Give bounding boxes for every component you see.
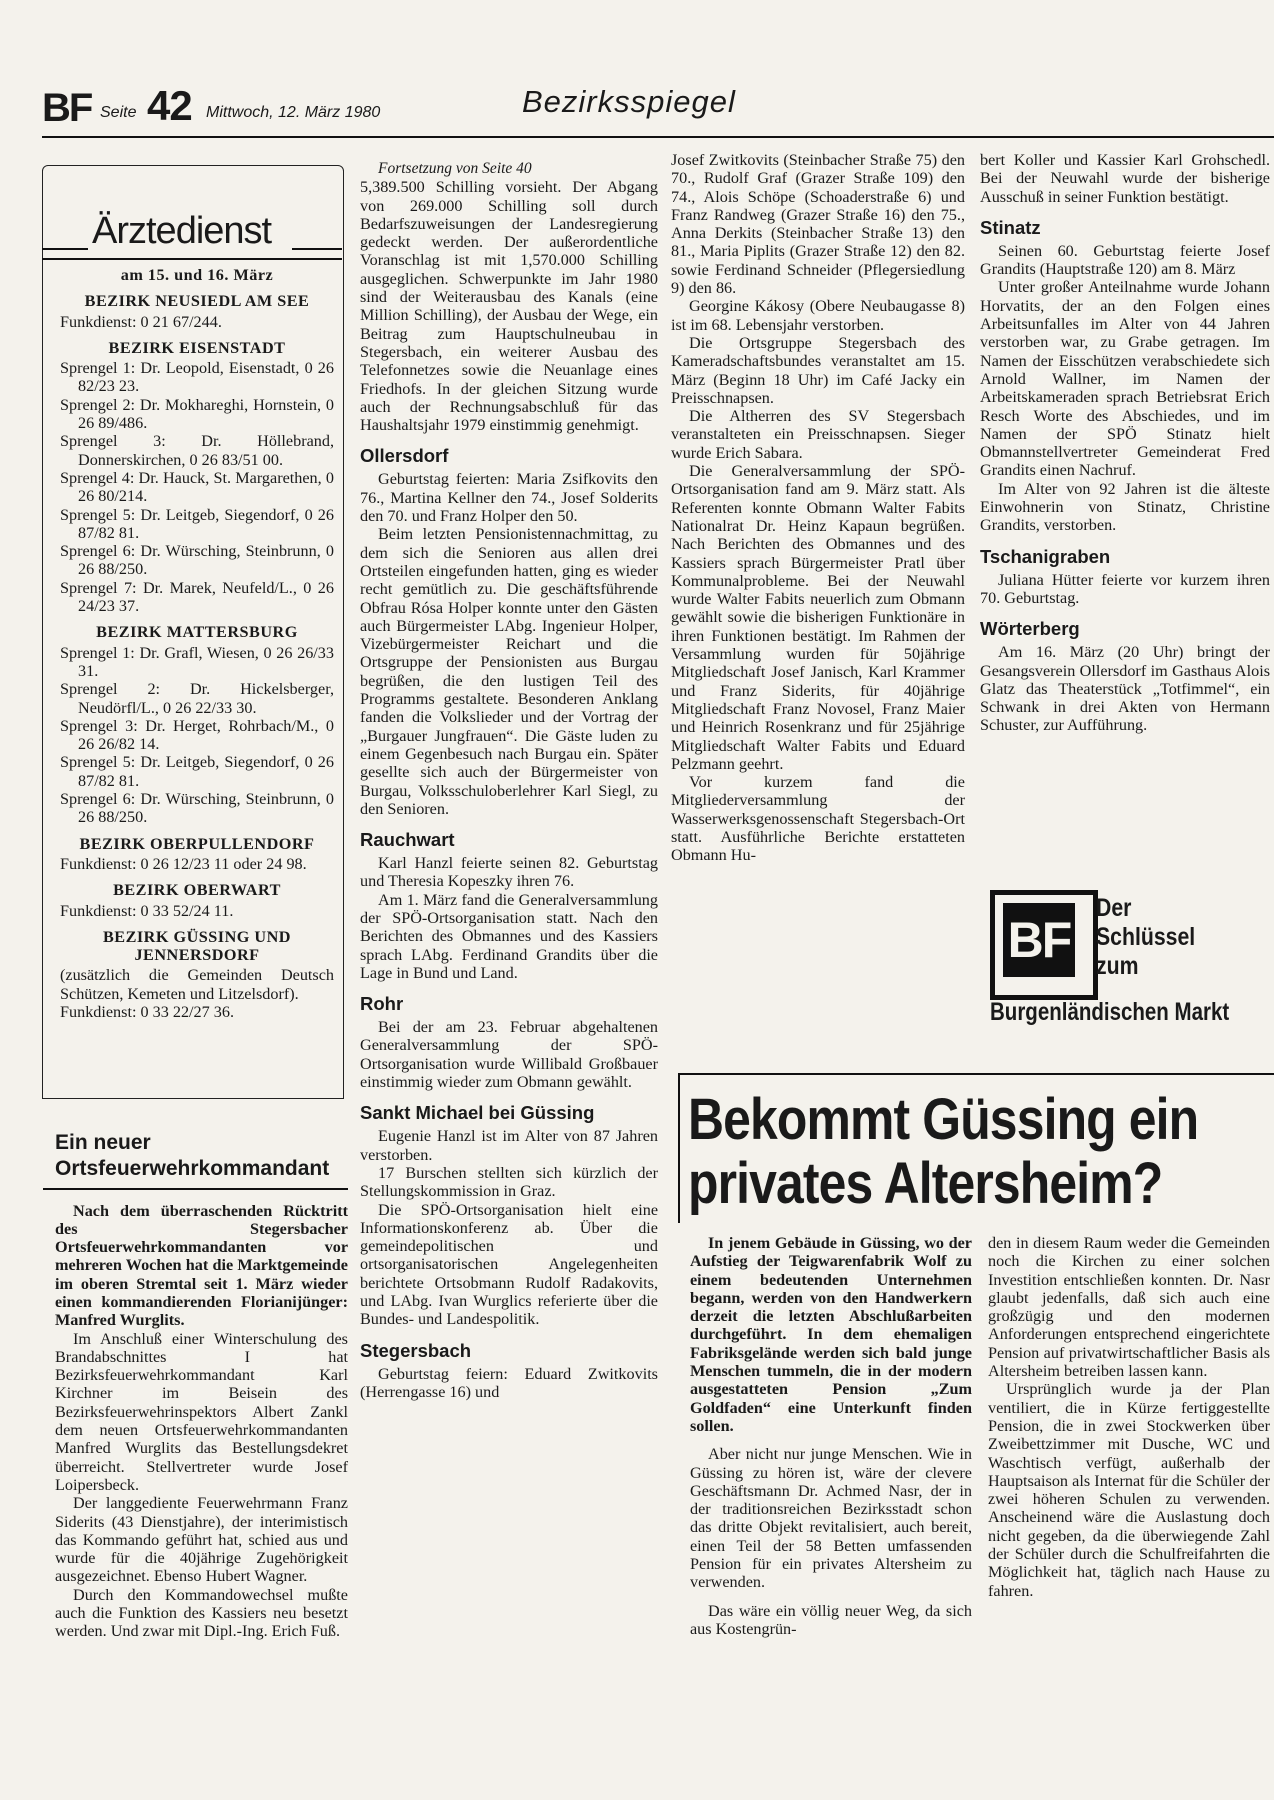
headline-line: privates Altersheim? bbox=[688, 1151, 1163, 1216]
paragraph: Eugenie Hanzl ist im Alter von 87 Jahren verstorben. bbox=[360, 1127, 658, 1164]
bf-advertisement bbox=[990, 890, 1274, 1040]
place-heading: Ollersdorf bbox=[360, 445, 449, 467]
bezirk-heading: BEZIRK MATTERSBURG bbox=[96, 623, 298, 642]
bezirk-heading: BEZIRK OBERWART bbox=[113, 881, 281, 900]
sprengel-entry: Sprengel 5: Dr. Leitgeb, Siegendorf, 0 26 87/82 81. bbox=[60, 753, 334, 790]
page-number: 42 bbox=[147, 82, 192, 129]
article-frame-left bbox=[678, 1073, 680, 1223]
aerzte-title-underline bbox=[42, 258, 342, 260]
headline-rule bbox=[43, 1188, 348, 1190]
sprengel-entry: Sprengel 3: Dr. Höllebrand, Donnerskirchen, 0 26 83/51 00. bbox=[60, 432, 334, 469]
paragraph: Georgine Kákosy (Obere Neubaugasse 8) ist im 68. Lebensjahr verstorben. bbox=[671, 297, 965, 334]
ad-line: zum bbox=[1096, 952, 1139, 980]
altersheim-col-2 bbox=[988, 1234, 1270, 1600]
paragraph: Die Ortsgruppe Stegersbach des Kameradschaftsbundes veranstaltet am 15. März (Beginn 18 Uhr) im Café Jacky ein Preisschnapsen. bbox=[671, 333, 965, 407]
paragraph: Unter großer Anteilnahme wurde Johann Horvatits, der an den Folgen eines Arbeitsunfalles im Alter von 44 Jahren verstorben war, zu Grabe getragen. Im Namen der Eisschützen verabschiedete sich Arnold Wallner, im Namen der Arbeitskameraden sprach Betriebsrat Erich Resch Worte des Abschiedes, und im Namen der SPÖ Stinatz hielt Obmannstellvertreter Gemeinderat Fred Grandits einen Nachruf. bbox=[980, 278, 1270, 480]
aerzte-title-rule-left bbox=[42, 248, 88, 250]
paragraph: Die Generalversammlung der SPÖ-Ortsorganisation fand am 9. März statt. Als Referenten konnte Obmann Walter Fabits Nationalrat Dr. Heinz Kapaun begrüßen. Nach Berichten des Obmannes und des Kassiers sprach Bürgermeister Pratl über Kommunalprobleme. Bei der Neuwahl wurde Walter Fabits neuerlich zum Obmann gewählt sowie die bisherigen Funktionäre in ihren Funktionen bestätigt. Im Rahmen der Versammlung wurden für 50jährige Mitgliedschaft Josef Janisch, Karl Krammer und Franz Siderits, für 40jährige Mitgliedschaft Franz Novosel, Franz Maier und Heinrich Rosenkranz und für 25jährige Mitgliedschaft Walter Fabits und Eduard Pelzmann geehrt. bbox=[671, 462, 965, 773]
aerztedienst-title: Ärztedienst bbox=[92, 210, 272, 252]
place-heading: Stegersbach bbox=[360, 1339, 472, 1361]
masthead-logo: BF bbox=[42, 86, 92, 130]
aerzte-title-rule-right bbox=[292, 248, 342, 250]
sprengel-entry: Sprengel 1: Dr. Leopold, Eisenstadt, 0 26 82/23 23. bbox=[60, 359, 334, 396]
paragraph: Der langgediente Feuerwehrmann Franz Siderits (43 Dienstjahre), der interimistisch das Kommando geführt hat, schied aus und wurde für die 40jährige Zugehörigkeit ausgezeichnet. Ebenso Hubert Wagner. bbox=[55, 1494, 348, 1586]
feuerwehr-headline: Ein neuer Ortsfeuerwehrkommandant bbox=[55, 1131, 330, 1180]
article-frame-top bbox=[678, 1073, 1274, 1075]
paragraph: den in diesem Raum weder die Gemeinden noch die Kirchen zu einer solchen Investition entschließen konnten. Dr. Nasr glaubt jedenfalls, daß sich auch eine großzügig und den modernen Anforderungen entsprechend eingerichtete Pension auf privatwirtschaftlicher Basis als Altersheim betreiben lassen kann. bbox=[988, 1234, 1270, 1381]
bezirk-heading: BEZIRK GÜSSING UND JENNERSDORF bbox=[102, 927, 291, 965]
funkdienst-entry: Funkdienst: 0 33 52/24 11. bbox=[60, 901, 234, 920]
continuation-note: Fortsetzung von Seite 40 bbox=[378, 160, 532, 177]
paragraph: Bei der am 23. Februar abgehaltenen Generalversammlung der SPÖ-Ortsorganisation wurde Willibald Großbauer einstimmig wieder zum Obmann gewählt. bbox=[360, 1018, 658, 1092]
issue-date: Mittwoch, 12. März 1980 bbox=[206, 104, 381, 121]
paragraph: 5,389.500 Schilling vorsieht. Der Abgang von 269.000 Schilling soll durch Bedarfszuweisungen der Landesregierung gedeckt werden. Der außerordentliche Voranschlag ist mit 1,570.000 Schilling ausgeglichen. Schwerpunkte im Jahr 1980 sind der Weiterausbau des Kanals (eine Million Schilling), der Ausbau der Wege, ein Beitrag zum Hauptschulneubau in Stegersbach, ein weiterer Ausbau des Telefonnetzes sowie die Neuanlage eines Friedhofs. In der gleichen Sitzung wurde auch der Rechnungsabschluß für das Haushaltsjahr 1979 einstimmig genehmigt. bbox=[360, 178, 658, 435]
funkdienst-entry: Funkdienst: 0 33 22/27 36. bbox=[60, 1002, 235, 1021]
sprengel-entry: Sprengel 7: Dr. Marek, Neufeld/L., 0 26 24/23 37. bbox=[60, 578, 334, 616]
sprengel-entry: Sprengel 2: Dr. Hickelsberger, Neudörfl/L., 0 26 22/33 30. bbox=[60, 680, 334, 717]
paragraph: Vor kurzem fand die Mitgliederversammlung der Wasserwerksgenossenschaft Stegersbach-Ort statt. Ausführliche Berichte erstatteten Obmann Hu- bbox=[671, 773, 965, 865]
place-heading: Wörterberg bbox=[980, 618, 1080, 640]
feuerwehr-article bbox=[55, 1130, 348, 1641]
paragraph: Geburtstag feiern: Eduard Zwitkovits (Herrengasse 16) und bbox=[360, 1364, 658, 1401]
feuerwehr-lead: Nach dem überraschenden Rücktritt des Stegersbacher Ortsfeuerwehrkommandanten vor mehreren Wochen hat die Marktgemeinde im oberen Stremtal seit 1. März wieder einen kommandierenden Florianijünger: Manfred Wurglits. bbox=[55, 1201, 348, 1330]
place-heading: Rohr bbox=[360, 993, 404, 1015]
paragraph: Karl Hanzl feierte seinen 82. Geburtstag und Theresia Kopeszky ihren 76. bbox=[360, 854, 658, 891]
paragraph: Die Altherren des SV Stegersbach veranstalteten ein Preisschnapsen. Sieger wurde Erich Sabara. bbox=[671, 407, 965, 462]
column-4 bbox=[980, 151, 1270, 735]
column-3 bbox=[671, 151, 965, 865]
bezirk-heading: BEZIRK OBERPULLENDORF bbox=[79, 834, 315, 853]
altersheim-col-1 bbox=[690, 1234, 972, 1638]
sprengel-entry: Sprengel 1: Dr. Grafl, Wiesen, 0 26 26/33 31. bbox=[60, 643, 334, 680]
ad-line: Der bbox=[1096, 894, 1132, 922]
gemeinden-note: (zusätzlich die Gemeinden Deutsch Schützen, Kemeten und Litzelsdorf). bbox=[60, 966, 334, 1003]
ad-line: Burgenländischen Markt bbox=[990, 998, 1230, 1026]
paragraph: Beim letzten Pensionistennachmittag, zu dem sich die Senioren aus allen drei Ortsteilen eingefunden hatten, ging es wieder recht gemütlich zu. Die geschäftsführende Obfrau Rósa Holper konnte unter den Gästen auch Bürgermeister LAbg. Ingenieur Holper, Vizebürgermeister Reichart und die Ortsgruppe der Pensionisten aus Burgau begrüßen, die den lustigen Teil des Programms gestaltete. Besonderen Anklang fanden die Volkslieder und der Vortrag der „Burgauer Jungfrauen“. Die Gäste luden zu einem Gegenbesuch nach Burgau ein. Später gesellte sich auch der Bürgermeister von Burgau, Volksschuloberlehrer Karl Siegl, zu den Senioren. bbox=[360, 525, 658, 818]
page-label: Seite bbox=[100, 104, 137, 121]
headline-line: Bekommt Güssing ein bbox=[688, 1087, 1199, 1152]
bezirk-heading: BEZIRK NEUSIEDL AM SEE bbox=[84, 292, 310, 311]
column-2 bbox=[360, 160, 658, 1401]
paragraph: Am 1. März fand die Generalversammlung der SPÖ-Ortsorganisation statt. Nach den Berichten des Obmannes und des Kassiers sprach LAbg. Ferdinand Grandits über die Lage in Bund und Land. bbox=[360, 890, 658, 982]
paragraph: Ursprünglich wurde ja der Plan ventiliert, die in Kürze fertiggestellte Pension, die in zwei Stockwerken über Zweibettzimmer mit Dusche, WC und Waschtisch verfügt, außerhalb der Hauptsaison als Internat für die Schüler der zwei höheren Schulen zu verwenden. Anscheinend wäre die Auslastung doch nicht gegeben, da die überwiegende Zahl der Schüler durch die Schulfreifahrten die Möglichkeit hat, täglich nach Hause zu fahren. bbox=[988, 1380, 1270, 1600]
aerzte-dates: am 15. und 16. März bbox=[120, 266, 274, 284]
paragraph: Seinen 60. Geburtstag feierte Josef Grandits (Hauptstraße 120) am 8. März bbox=[980, 241, 1270, 279]
section-title: Bezirksspiegel bbox=[522, 84, 736, 119]
bezirk-heading: BEZIRK EISENSTADT bbox=[108, 338, 286, 357]
paragraph: Im Anschluß einer Winterschulung des Brandabschnittes I hat Bezirksfeuerwehrkommandant Karl Kirchner im Beisein des Bezirksfeuerwehrinspektors Albert Zankl dem neuen Ortsfeuerwehrkommandanten Manfred Wurglits das Bestellungsdekret überreicht. Stellvertreter wurde Josef Loipersbeck. bbox=[55, 1329, 348, 1494]
paragraph: Das wäre ein völlig neuer Weg, da sich aus Kostengrün- bbox=[690, 1601, 972, 1638]
paragraph: Juliana Hütter feierte vor kurzem ihren 70. Geburtstag. bbox=[980, 570, 1270, 607]
sprengel-entry: Sprengel 5: Dr. Leitgeb, Siegendorf, 0 26 87/82 81. bbox=[60, 505, 334, 542]
paragraph: 17 Burschen stellten sich kürzlich der Stellungskommission in Graz. bbox=[360, 1163, 658, 1201]
paragraph: Geburtstag feierten: Maria Zsifkovits den 76., Martina Kellner den 74., Josef Solderits den 70. und Franz Holper den 50. bbox=[360, 470, 658, 526]
sprengel-entry: Sprengel 4: Dr. Hauck, St. Margarethen, 0 26 80/214. bbox=[60, 468, 334, 506]
place-heading: Stinatz bbox=[980, 216, 1041, 238]
header-rule bbox=[42, 136, 1274, 138]
paragraph: Die SPÖ-Ortsorganisation hielt eine Informationskonferenz ab. Über die gemeindepolitischen und ortsorganisatorischen Angelegenheiten berichtete Ortsobmann Rudolf Radakovits, und LAbg. Ivan Wurglics referierte über die Bundes- und Landespolitik. bbox=[360, 1200, 658, 1329]
funkdienst-entry: Funkdienst: 0 21 67/244. bbox=[60, 312, 222, 331]
sprengel-entry: Sprengel 3: Dr. Herget, Rohrbach/M., 0 26 26/82 14. bbox=[60, 716, 334, 754]
ad-logo-mark: BF bbox=[1003, 903, 1075, 977]
paragraph: Josef Zwitkovits (Steinbacher Straße 75) den 70., Rudolf Graf (Grazer Straße 109) den 74., Alois Schöpe (Schoaderstraße 6) und Franz Randweg (Grazer Straße 16) den 75., Anna Derkits (Steinbacher Straße 13) den 81., Maria Piplits (Grazer Straße 12) den 82. sowie Ferdinand Schneider (Pflegersiedlung 9) den 86. bbox=[671, 151, 965, 298]
place-heading: Sankt Michael bei Güssing bbox=[360, 1102, 595, 1124]
ad-logo bbox=[990, 890, 1098, 1000]
paragraph: Aber nicht nur junge Menschen. Wie in Güssing zu hören ist, wäre der clevere Geschäftsmann Dr. Achmed Nasr, der in der traditionsreichen Bezirksstadt schon das dritte Objekt revitalisiert, auch bereit, einen Teil der 58 Betten umfassenden Pension für ein privates Altersheim zu verwenden. bbox=[690, 1445, 972, 1592]
sprengel-entry: Sprengel 6: Dr. Würsching, Steinbrunn, 0 26 88/250. bbox=[60, 542, 334, 579]
header-rule-short bbox=[42, 131, 512, 132]
sprengel-entry: Sprengel 6: Dr. Würsching, Steinbrunn, 0 26 88/250. bbox=[60, 790, 334, 827]
funkdienst-entry: Funkdienst: 0 26 12/23 11 oder 24 98. bbox=[60, 854, 307, 873]
altersheim-lead: In jenem Gebäude in Güssing, wo der Aufstieg der Teigwarenfabrik Wolf zu einem bedeutenden Unternehmen begann, werden von den Handwerkern derzeit die letzten Abschlußarbeiten durchgeführt. In dem ehemaligen Fabriksgelände werden sich bald junge Menschen tummeln, die in der modern ausgestatteten Pension „Zum Goldfaden“ eine Unterkunft finden sollen. bbox=[690, 1234, 972, 1435]
paragraph: Im Alter von 92 Jahren ist die älteste Einwohnerin von Stinatz, Christine Grandits, verstorben. bbox=[980, 479, 1270, 535]
altersheim-headline bbox=[688, 1088, 1198, 1216]
place-heading: Tschanigraben bbox=[980, 545, 1111, 567]
ad-line: Schlüssel bbox=[1096, 923, 1196, 951]
paragraph: bert Koller und Kassier Karl Grohschedl. Bei der Neuwahl wurde der bisherige Ausschuß in seiner Funktion bestätigt. bbox=[980, 151, 1270, 206]
paragraph: Am 16. März (20 Uhr) bringt der Gesangsverein Ollersdorf im Gasthaus Alois Glatz das Theaterstück „Totfimmel“, ein Schwank in drei Akten von Hermann Schuster, zur Aufführung. bbox=[980, 643, 1270, 735]
ad-slogan bbox=[1096, 894, 1195, 981]
sprengel-entry: Sprengel 2: Dr. Mokhareghi, Hornstein, 0 26 89/486. bbox=[60, 395, 334, 433]
place-heading: Rauchwart bbox=[360, 829, 455, 851]
paragraph: Durch den Kommandowechsel mußte auch die Funktion des Kassiers neu besetzt werden. Und zwar mit Dipl.-Ing. Erich Fuß. bbox=[55, 1585, 348, 1641]
aerztedienst-body bbox=[60, 266, 334, 1021]
